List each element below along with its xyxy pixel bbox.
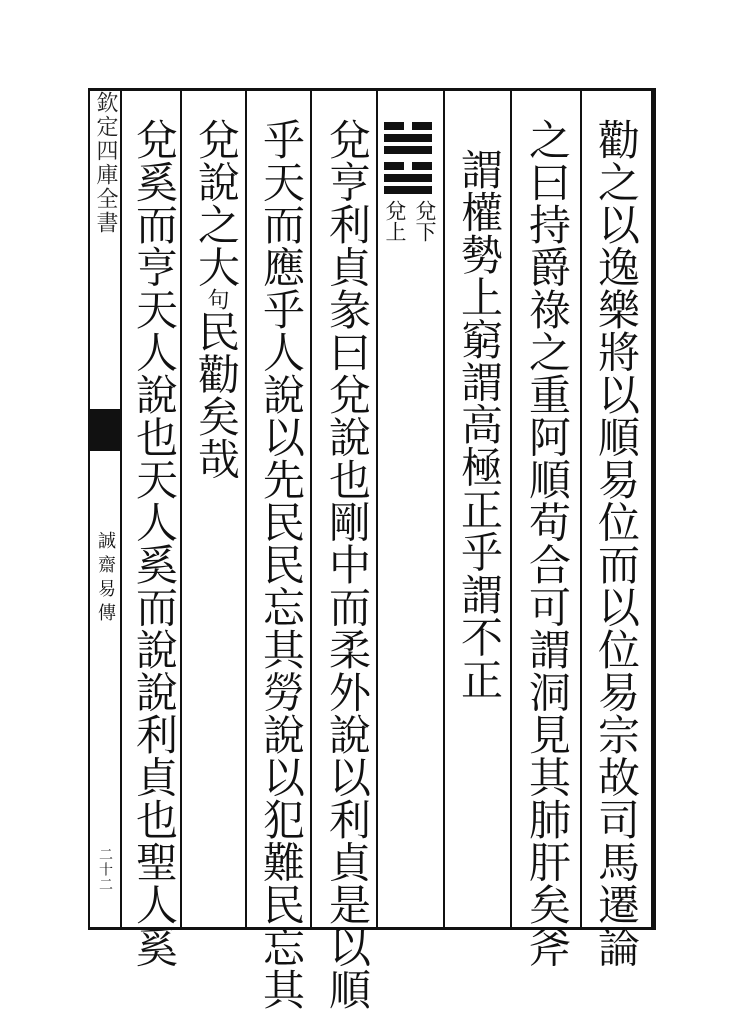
- upper-trigram-note: 兌上: [383, 200, 407, 242]
- collection-title: 欽定四庫全書: [93, 91, 118, 235]
- text-column: 之曰持爵祿之重阿順苟合可謂洞見其肺肝矣斧: [523, 118, 572, 968]
- column-tail-text: 民勸矣哉: [192, 310, 241, 480]
- column-rule: [580, 91, 582, 927]
- page-number: 二十二: [97, 847, 113, 892]
- hexagram-line: [384, 146, 432, 154]
- punctuation-note: 句: [204, 288, 229, 310]
- hexagram-line: [384, 122, 432, 130]
- right-border-rule: [651, 88, 653, 930]
- book-title: 誠齋易傳: [95, 531, 116, 627]
- lower-trigram-note: 兌下: [413, 200, 437, 242]
- column-rule: [510, 91, 512, 927]
- text-column: 乎天而應乎人說以先民民忘其勞說以犯難民忘其: [257, 118, 306, 1011]
- hexagram-line: [384, 162, 432, 170]
- center-margin: [90, 91, 120, 927]
- trigram-notes: [380, 200, 440, 290]
- text-column: 兌亨利貞彖曰兌說也剛中而柔外說以利貞是以順: [323, 118, 372, 1011]
- text-column: 謂權勢上窮謂高極正乎謂不正: [455, 148, 504, 701]
- text-column: 勸之以逸樂將以順易位而以位易宗故司馬遷論: [592, 118, 641, 968]
- hexagram-line: [384, 174, 432, 182]
- column-main-text: 兌說之大: [192, 118, 241, 288]
- hexagram-line: [384, 186, 432, 194]
- hexagram-line: [384, 134, 432, 142]
- fishtail-mark: [90, 409, 120, 451]
- text-column: [186, 118, 246, 918]
- text-column: 兌奚而亨天人說也天人奚而說說利貞也聖人奚: [130, 118, 179, 968]
- column-rule: [120, 91, 122, 927]
- dui-hexagram-symbol: [384, 122, 432, 192]
- column-rule: [443, 91, 445, 927]
